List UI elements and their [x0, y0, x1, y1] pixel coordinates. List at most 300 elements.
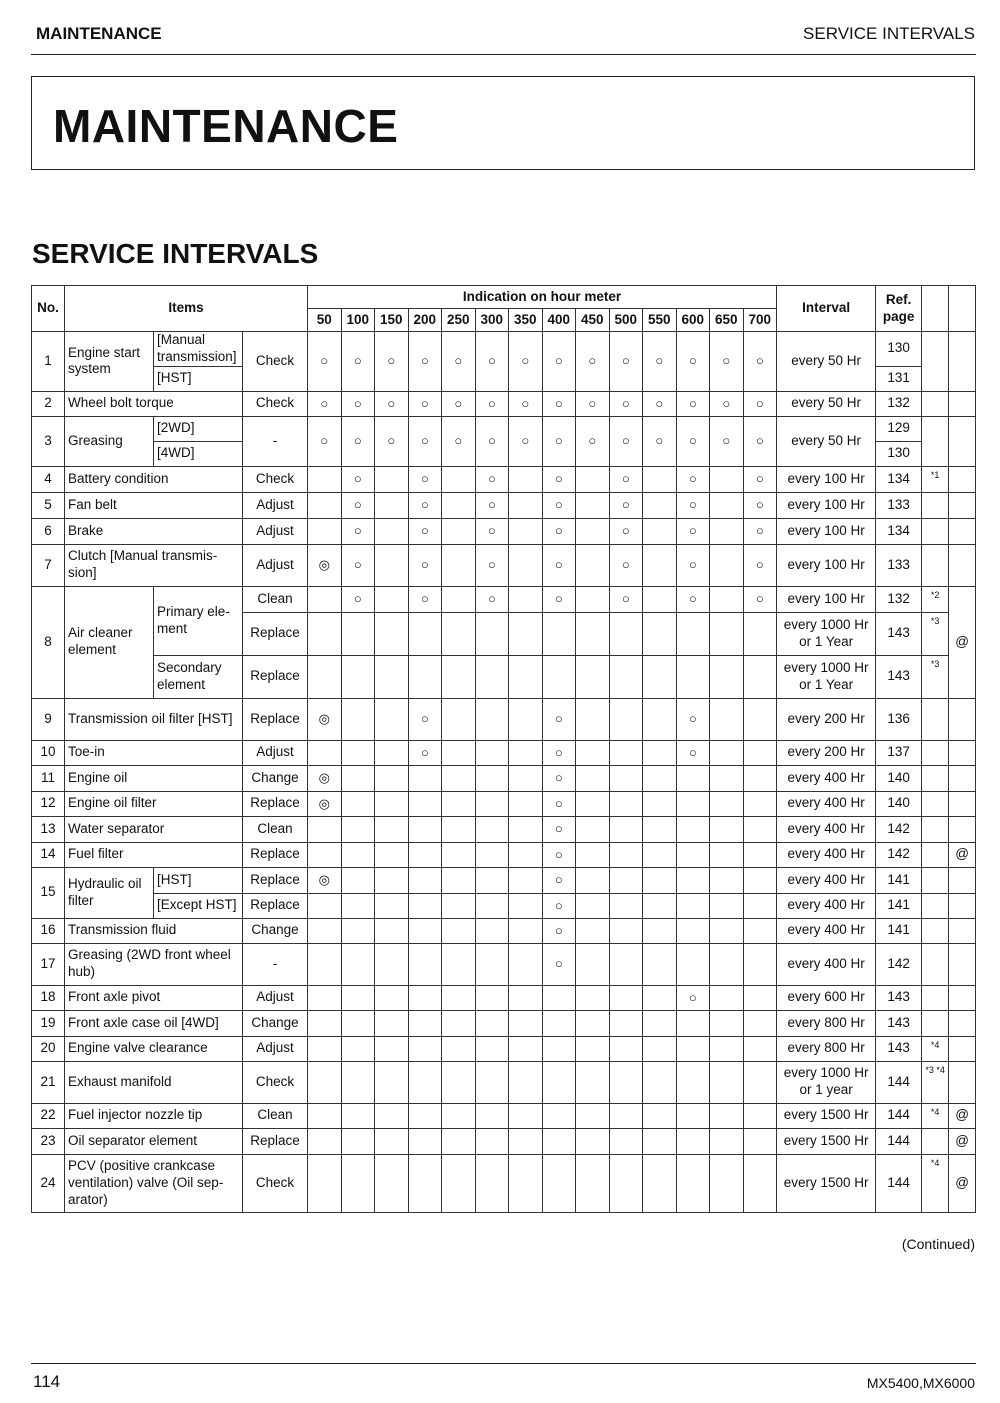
row-number: 1: [32, 332, 65, 392]
table-row: [32, 943, 976, 985]
hour-mark-250: [442, 466, 476, 492]
hour-header-550: 550: [643, 309, 677, 332]
hour-mark-100: ○: [341, 586, 375, 612]
at-cell: [949, 466, 976, 492]
table-body: [32, 332, 976, 1213]
hour-mark-300: ○: [475, 492, 509, 518]
hour-mark-150: [375, 466, 409, 492]
hour-mark-300: [475, 655, 509, 698]
item-name: Front axle case oil [4WD]: [65, 1010, 243, 1036]
note-cell: [922, 943, 949, 985]
hour-mark-300: [475, 1154, 509, 1212]
hour-mark-250: [442, 1061, 476, 1103]
item-name: Air cleaner element: [65, 586, 154, 698]
hour-mark-400: ○: [542, 416, 576, 466]
hour-header-300: 300: [475, 309, 509, 332]
hour-mark-450: [576, 1128, 610, 1154]
hour-mark-650: [710, 918, 744, 943]
hour-mark-450: [576, 765, 610, 791]
hour-mark-250: [442, 791, 476, 816]
hour-mark-400: ○: [542, 586, 576, 612]
interval-cell: every 50 Hr: [777, 416, 876, 466]
hour-mark-250: [442, 893, 476, 918]
hour-mark-550: [643, 1128, 677, 1154]
ref-page: 142: [876, 842, 922, 867]
hour-mark-50: [308, 893, 342, 918]
hour-mark-300: [475, 1036, 509, 1061]
ref-page: 133: [876, 544, 922, 586]
hour-mark-700: ○: [743, 391, 777, 416]
ref-page: 143: [876, 1010, 922, 1036]
action-cell: Adjust: [243, 985, 308, 1010]
action-cell: Check: [243, 466, 308, 492]
hour-mark-100: ○: [341, 518, 375, 544]
hour-mark-650: [710, 492, 744, 518]
hour-mark-350: ○: [509, 416, 543, 466]
at-cell: [949, 740, 976, 765]
hour-mark-50: [308, 655, 342, 698]
hour-mark-400: ○: [542, 740, 576, 765]
ref-page: 132: [876, 391, 922, 416]
header-note: [922, 286, 949, 332]
hour-mark-250: [442, 918, 476, 943]
row-number: 12: [32, 791, 65, 816]
table-row: [32, 1103, 976, 1128]
row-number: 13: [32, 816, 65, 842]
hour-mark-250: [442, 1154, 476, 1212]
hour-mark-250: [442, 1128, 476, 1154]
item-name: PCV (positive crankcase ventilation) valve (Oil sep- arator): [65, 1154, 243, 1212]
hour-mark-400: [542, 1036, 576, 1061]
interval-cell: every 200 Hr: [777, 740, 876, 765]
at-cell: @: [949, 842, 976, 867]
hour-mark-500: [609, 1154, 643, 1212]
hour-mark-200: ○: [408, 416, 442, 466]
interval-cell: every 400 Hr: [777, 816, 876, 842]
hour-mark-250: [442, 612, 476, 655]
hour-mark-50: [308, 466, 342, 492]
hour-header-100: 100: [341, 309, 375, 332]
ref-page: 141: [876, 867, 922, 893]
sub-item: [HST]: [154, 867, 243, 893]
hour-mark-450: [576, 1154, 610, 1212]
table-row: [32, 332, 976, 367]
hour-mark-550: [643, 842, 677, 867]
hour-mark-50: [308, 943, 342, 985]
action-cell: Replace: [243, 867, 308, 893]
item-name: Water separator: [65, 816, 243, 842]
hour-mark-50: ○: [308, 332, 342, 392]
hour-mark-400: ○: [542, 918, 576, 943]
hour-mark-250: [442, 655, 476, 698]
hour-mark-200: [408, 943, 442, 985]
hour-mark-250: [442, 586, 476, 612]
hour-mark-300: [475, 918, 509, 943]
hour-mark-250: [442, 698, 476, 740]
table-row: [32, 918, 976, 943]
hour-mark-600: [676, 1154, 710, 1212]
note-cell: [922, 492, 949, 518]
note-cell: *2: [922, 586, 949, 612]
hour-mark-650: [710, 816, 744, 842]
note-cell: *4: [922, 1103, 949, 1128]
hour-mark-350: [509, 1061, 543, 1103]
table-row: [32, 791, 976, 816]
hour-mark-350: [509, 893, 543, 918]
item-name: Exhaust manifold: [65, 1061, 243, 1103]
hour-mark-150: [375, 518, 409, 544]
page-number: 114: [33, 1372, 61, 1391]
note-cell: *3 *4: [922, 1061, 949, 1103]
hour-mark-350: [509, 740, 543, 765]
action-cell: Check: [243, 1154, 308, 1212]
header-subsection-label: SERVICE INTERVALS: [803, 24, 975, 43]
hour-mark-600: [676, 1010, 710, 1036]
hour-mark-250: [442, 492, 476, 518]
hour-mark-300: ○: [475, 544, 509, 586]
hour-mark-100: [341, 918, 375, 943]
hour-mark-50: [308, 918, 342, 943]
service-intervals-table: [31, 285, 976, 1213]
hour-mark-450: [576, 1036, 610, 1061]
note-cell: [922, 332, 949, 392]
hour-mark-650: [710, 867, 744, 893]
hour-mark-350: [509, 1128, 543, 1154]
at-cell: [949, 391, 976, 416]
item-name: Engine valve clearance: [65, 1036, 243, 1061]
hour-mark-100: ○: [341, 492, 375, 518]
hour-mark-300: [475, 612, 509, 655]
interval-cell: every 400 Hr: [777, 791, 876, 816]
hour-mark-600: [676, 918, 710, 943]
hour-mark-450: [576, 985, 610, 1010]
header-items: Items: [65, 286, 308, 332]
action-cell: Adjust: [243, 1036, 308, 1061]
hour-mark-400: ○: [542, 698, 576, 740]
hour-mark-400: ○: [542, 842, 576, 867]
hour-mark-450: [576, 518, 610, 544]
hour-mark-700: [743, 816, 777, 842]
table-row: [32, 985, 976, 1010]
hour-mark-150: [375, 586, 409, 612]
hour-mark-500: [609, 918, 643, 943]
hour-mark-100: [341, 1036, 375, 1061]
hour-mark-200: [408, 1061, 442, 1103]
hour-mark-200: [408, 1103, 442, 1128]
hour-mark-650: [710, 1103, 744, 1128]
header-rule: [31, 54, 976, 55]
hour-mark-350: [509, 765, 543, 791]
action-cell: Adjust: [243, 518, 308, 544]
interval-cell: every 400 Hr: [777, 842, 876, 867]
note-cell: *1: [922, 466, 949, 492]
at-cell: [949, 816, 976, 842]
hour-mark-250: [442, 842, 476, 867]
at-cell: @: [949, 1128, 976, 1154]
hour-mark-400: [542, 1128, 576, 1154]
hour-mark-500: [609, 612, 643, 655]
hour-mark-500: [609, 1061, 643, 1103]
action-cell: Change: [243, 918, 308, 943]
hour-mark-300: [475, 765, 509, 791]
note-cell: [922, 698, 949, 740]
hour-mark-700: [743, 612, 777, 655]
hour-mark-150: [375, 1154, 409, 1212]
hour-mark-700: ○: [743, 492, 777, 518]
action-cell: Replace: [243, 791, 308, 816]
hour-mark-100: [341, 1010, 375, 1036]
hour-header-700: 700: [743, 309, 777, 332]
hour-mark-200: [408, 893, 442, 918]
item-name: Wheel bolt torque: [65, 391, 243, 416]
hour-mark-650: [710, 943, 744, 985]
hour-mark-200: [408, 918, 442, 943]
hour-mark-650: [710, 518, 744, 544]
note-cell: [922, 816, 949, 842]
hour-mark-100: [341, 893, 375, 918]
interval-cell: every 100 Hr: [777, 518, 876, 544]
hour-mark-600: [676, 816, 710, 842]
hour-mark-450: [576, 842, 610, 867]
hour-mark-100: [341, 698, 375, 740]
sub-item: Primary ele- ment: [154, 586, 243, 655]
hour-mark-350: ○: [509, 391, 543, 416]
hour-mark-600: ○: [676, 544, 710, 586]
hour-header-450: 450: [576, 309, 610, 332]
ref-page: 134: [876, 518, 922, 544]
hour-mark-400: ○: [542, 816, 576, 842]
item-name: Clutch [Manual transmis- sion]: [65, 544, 243, 586]
table-row: [32, 1010, 976, 1036]
hour-mark-450: [576, 1010, 610, 1036]
hour-mark-50: [308, 1061, 342, 1103]
item-name: Battery condition: [65, 466, 243, 492]
hour-mark-500: [609, 1103, 643, 1128]
hour-mark-100: [341, 1103, 375, 1128]
hour-mark-150: [375, 765, 409, 791]
hour-mark-100: [341, 1128, 375, 1154]
table-row: [32, 586, 976, 612]
hour-mark-300: [475, 816, 509, 842]
hour-header-200: 200: [408, 309, 442, 332]
hour-mark-150: [375, 918, 409, 943]
hour-mark-250: [442, 1103, 476, 1128]
hour-mark-250: [442, 943, 476, 985]
ref-page: 130: [876, 441, 922, 466]
interval-cell: every 400 Hr: [777, 943, 876, 985]
hour-mark-450: ○: [576, 332, 610, 392]
hour-mark-350: [509, 1010, 543, 1036]
hour-mark-400: [542, 1010, 576, 1036]
hour-mark-150: [375, 1103, 409, 1128]
action-cell: Change: [243, 765, 308, 791]
hour-mark-50: ◎: [308, 544, 342, 586]
hour-mark-100: ○: [341, 391, 375, 416]
ref-page: 144: [876, 1061, 922, 1103]
ref-page: 142: [876, 816, 922, 842]
hour-mark-50: ○: [308, 416, 342, 466]
hour-mark-50: [308, 1103, 342, 1128]
table-row: [32, 1061, 976, 1103]
hour-mark-700: [743, 655, 777, 698]
table-row: [32, 842, 976, 867]
hour-mark-300: ○: [475, 586, 509, 612]
hour-mark-700: [743, 918, 777, 943]
hour-mark-200: [408, 1036, 442, 1061]
hour-mark-150: [375, 655, 409, 698]
hour-mark-400: [542, 655, 576, 698]
hour-mark-500: ○: [609, 518, 643, 544]
hour-mark-550: [643, 1103, 677, 1128]
header-at: [949, 286, 976, 332]
item-name: Engine oil filter: [65, 791, 243, 816]
item-name: Engine oil: [65, 765, 243, 791]
ref-page: 144: [876, 1128, 922, 1154]
interval-cell: every 1000 Hr or 1 Year: [777, 655, 876, 698]
table-row: [32, 492, 976, 518]
hour-mark-350: [509, 985, 543, 1010]
hour-mark-450: [576, 1103, 610, 1128]
ref-page: 141: [876, 918, 922, 943]
hour-mark-400: [542, 985, 576, 1010]
hour-header-150: 150: [375, 309, 409, 332]
row-number: 5: [32, 492, 65, 518]
row-number: 17: [32, 943, 65, 985]
hour-mark-400: ○: [542, 791, 576, 816]
hour-mark-450: [576, 816, 610, 842]
sub-item: [HST]: [154, 366, 243, 391]
hour-mark-400: [542, 1061, 576, 1103]
interval-cell: every 100 Hr: [777, 492, 876, 518]
hour-mark-350: [509, 867, 543, 893]
hour-mark-50: ◎: [308, 765, 342, 791]
hour-mark-350: [509, 816, 543, 842]
hour-mark-200: ○: [408, 466, 442, 492]
section-title: SERVICE INTERVALS: [32, 238, 319, 269]
table-row: [32, 518, 976, 544]
hour-mark-450: [576, 867, 610, 893]
item-name: Fuel filter: [65, 842, 243, 867]
hour-mark-650: [710, 698, 744, 740]
hour-mark-700: [743, 1128, 777, 1154]
hour-mark-300: ○: [475, 332, 509, 392]
hour-mark-400: ○: [542, 391, 576, 416]
table-row: [32, 655, 976, 698]
hour-mark-200: [408, 842, 442, 867]
hour-mark-600: [676, 867, 710, 893]
hour-mark-300: [475, 791, 509, 816]
hour-mark-200: ○: [408, 544, 442, 586]
hour-mark-650: [710, 466, 744, 492]
at-cell: [949, 791, 976, 816]
hour-mark-350: [509, 612, 543, 655]
action-cell: Replace: [243, 655, 308, 698]
hour-mark-100: [341, 765, 375, 791]
ref-page: 144: [876, 1154, 922, 1212]
hour-mark-400: ○: [542, 867, 576, 893]
item-name: Engine start system: [65, 332, 154, 392]
hour-mark-450: [576, 655, 610, 698]
item-name: Greasing: [65, 416, 154, 466]
hour-mark-50: [308, 740, 342, 765]
hour-mark-700: [743, 1061, 777, 1103]
table-row: [32, 391, 976, 416]
ref-page: 134: [876, 466, 922, 492]
hour-mark-650: ○: [710, 416, 744, 466]
hour-mark-500: [609, 655, 643, 698]
hour-mark-400: ○: [542, 518, 576, 544]
table-row: [32, 867, 976, 893]
header-no: No.: [32, 286, 65, 332]
row-number: 8: [32, 586, 65, 698]
row-number: 9: [32, 698, 65, 740]
sub-item: [4WD]: [154, 441, 243, 466]
at-cell: [949, 518, 976, 544]
hour-header-500: 500: [609, 309, 643, 332]
hour-mark-300: ○: [475, 466, 509, 492]
at-cell: [949, 492, 976, 518]
interval-cell: every 800 Hr: [777, 1036, 876, 1061]
interval-cell: every 50 Hr: [777, 391, 876, 416]
hour-header-400: 400: [542, 309, 576, 332]
hour-mark-100: [341, 816, 375, 842]
hour-mark-300: ○: [475, 416, 509, 466]
hour-mark-400: [542, 612, 576, 655]
ref-page: 132: [876, 586, 922, 612]
action-cell: Check: [243, 1061, 308, 1103]
hour-mark-450: [576, 791, 610, 816]
hour-mark-350: [509, 466, 543, 492]
hour-mark-250: [442, 740, 476, 765]
hour-mark-550: ○: [643, 416, 677, 466]
hour-mark-500: ○: [609, 492, 643, 518]
hour-mark-500: [609, 1010, 643, 1036]
row-number: 18: [32, 985, 65, 1010]
hour-mark-450: [576, 943, 610, 985]
hour-mark-550: [643, 612, 677, 655]
hour-mark-200: [408, 985, 442, 1010]
note-cell: [922, 791, 949, 816]
table-row: [32, 740, 976, 765]
ref-page: 143: [876, 985, 922, 1010]
hour-mark-600: ○: [676, 586, 710, 612]
hour-mark-100: [341, 943, 375, 985]
hour-mark-650: [710, 1036, 744, 1061]
table-row: [32, 466, 976, 492]
row-number: 15: [32, 867, 65, 918]
hour-mark-50: [308, 492, 342, 518]
hour-mark-550: [643, 1061, 677, 1103]
interval-cell: every 400 Hr: [777, 867, 876, 893]
hour-mark-700: ○: [743, 332, 777, 392]
item-name: Front axle pivot: [65, 985, 243, 1010]
interval-cell: every 1000 Hr or 1 Year: [777, 612, 876, 655]
hour-mark-350: [509, 544, 543, 586]
hour-mark-400: ○: [542, 893, 576, 918]
action-cell: Adjust: [243, 544, 308, 586]
table-row: [32, 1036, 976, 1061]
row-number: 10: [32, 740, 65, 765]
row-number: 3: [32, 416, 65, 466]
hour-mark-100: [341, 867, 375, 893]
hour-mark-650: ○: [710, 391, 744, 416]
hour-mark-300: [475, 1103, 509, 1128]
hour-mark-550: [643, 1010, 677, 1036]
hour-mark-350: [509, 698, 543, 740]
hour-mark-150: [375, 544, 409, 586]
hour-mark-100: [341, 985, 375, 1010]
hour-mark-350: [509, 918, 543, 943]
